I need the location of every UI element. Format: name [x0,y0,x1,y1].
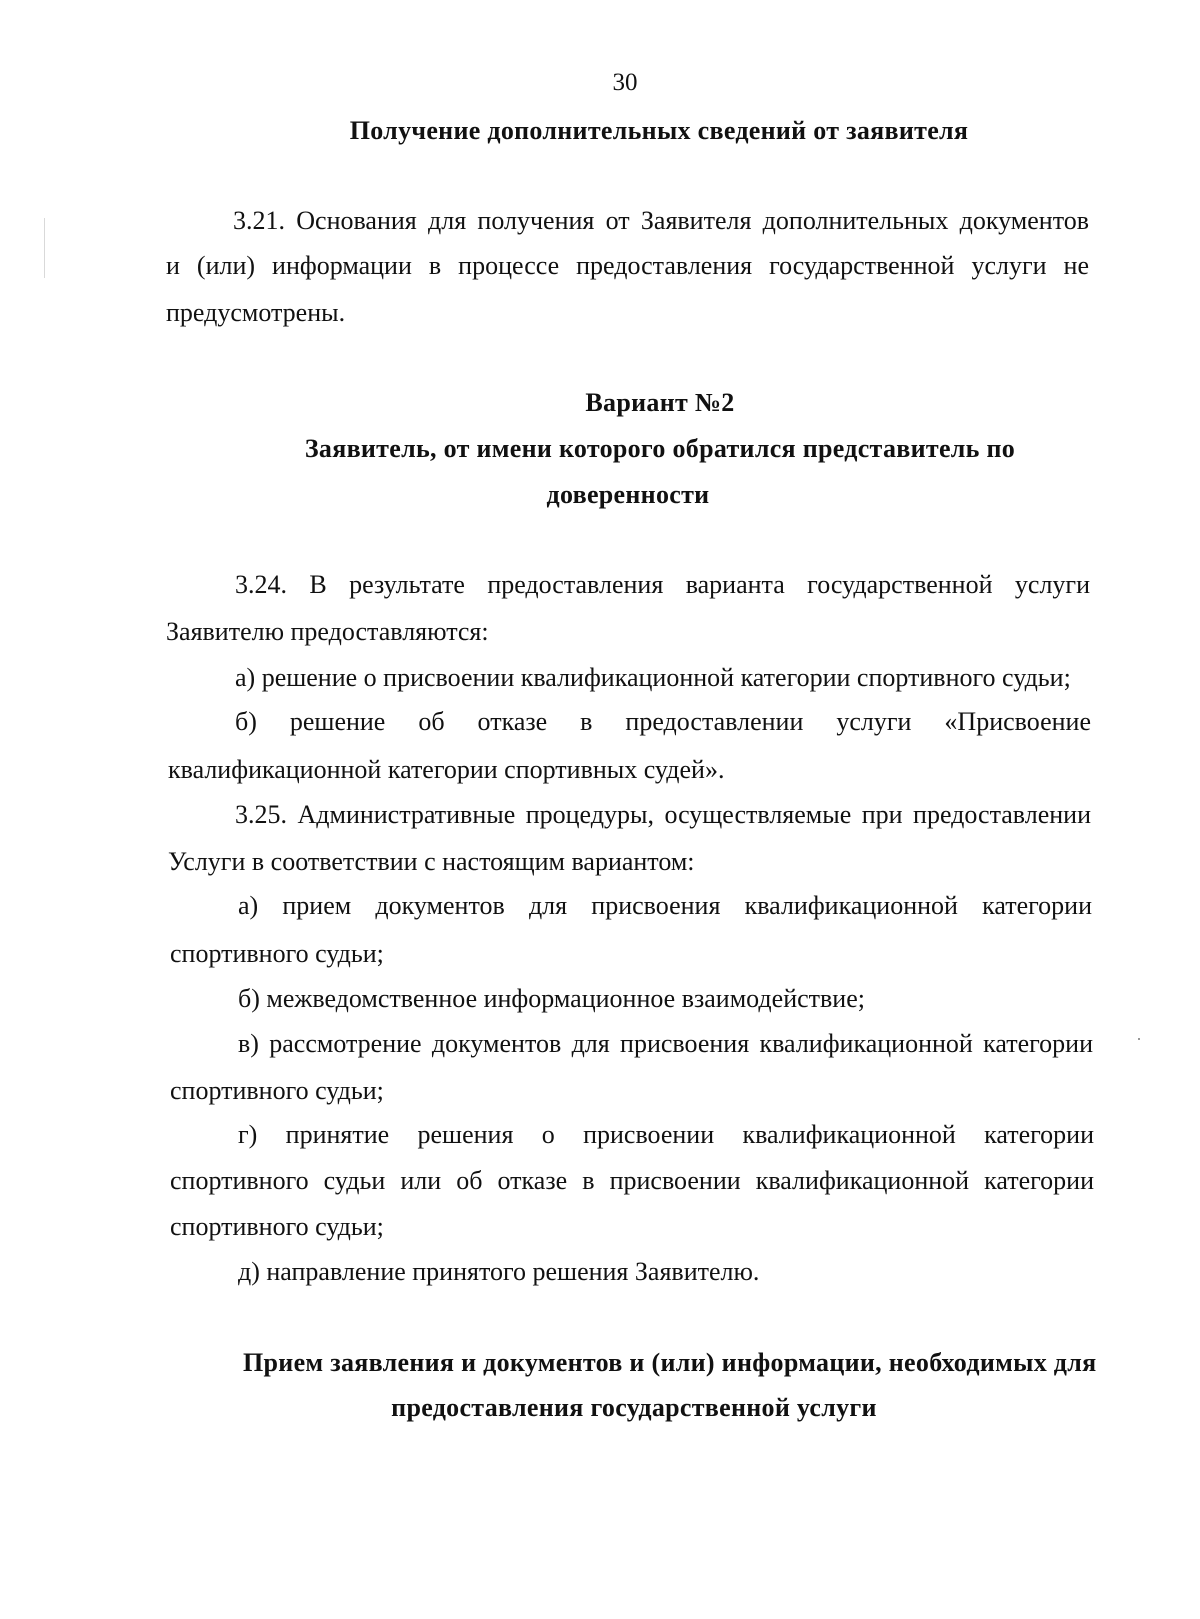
paragraph-3-25-item-a-line-2: спортивного судьи; [170,939,384,968]
paragraph-3-24-line-1: 3.24. В результате предоставления варианта государственной услуги [235,570,1090,599]
section-heading-application-intake-line-2: предоставления государственной услуги [391,1393,877,1422]
paragraph-3-25-item-g-line-2: спортивного судьи или об отказе в присвоении квалификационной категории [170,1166,1094,1195]
paragraph-3-25-item-d: д) направление принятого решения Заявителю. [238,1257,760,1286]
paragraph-3-21-line-3: предусмотрены. [166,298,346,327]
paragraph-3-25-item-b: б) межведомственное информационное взаимодействие; [238,984,865,1013]
scan-speck [1138,1038,1140,1040]
variant-subtitle-line-2: доверенности [546,480,710,509]
page-number: 30 [612,69,638,96]
paragraph-3-25-line-2: Услуги в соответствии с настоящим вариантом: [168,847,695,876]
section-heading-additional-info: Получение дополнительных сведений от заявителя [349,116,969,145]
paragraph-3-21-line-2: и (или) информации в процессе предоставления государственной услуги не [166,251,1089,280]
scan-margin-mark [44,218,45,278]
paragraph-3-25-item-g-line-3: спортивного судьи; [170,1212,384,1241]
section-heading-application-intake-line-1: Прием заявления и документов и (или) информации, необходимых для [243,1348,1097,1377]
paragraph-3-21-line-1: 3.21. Основания для получения от Заявителя дополнительных документов [233,206,1089,235]
paragraph-3-24-item-a: а) решение о присвоении квалификационной категории спортивного судьи; [235,663,1071,692]
paragraph-3-25-item-a-line-1: а) прием документов для присвоения квалификационной категории [238,891,1092,920]
paragraph-3-25-item-v-line-2: спортивного судьи; [170,1076,384,1105]
paragraph-3-24-item-b-line-2: квалификационной категории спортивных судей». [168,755,725,784]
variant-title: Вариант №2 [585,388,735,417]
paragraph-3-25-line-1: 3.25. Административные процедуры, осуществляемые при предоставлении [235,800,1091,829]
paragraph-3-24-item-b-line-1: б) решение об отказе в предоставлении услуги «Присвоение [235,707,1091,736]
paragraph-3-25-item-g-line-1: г) принятие решения о присвоении квалификационной категории [238,1120,1094,1149]
paragraph-3-25-item-v-line-1: в) рассмотрение документов для присвоения квалификационной категории [238,1029,1093,1058]
variant-subtitle-line-1: Заявитель, от имени которого обратился представитель по [304,434,1016,463]
paragraph-3-24-line-2: Заявителю предоставляются: [166,617,489,646]
